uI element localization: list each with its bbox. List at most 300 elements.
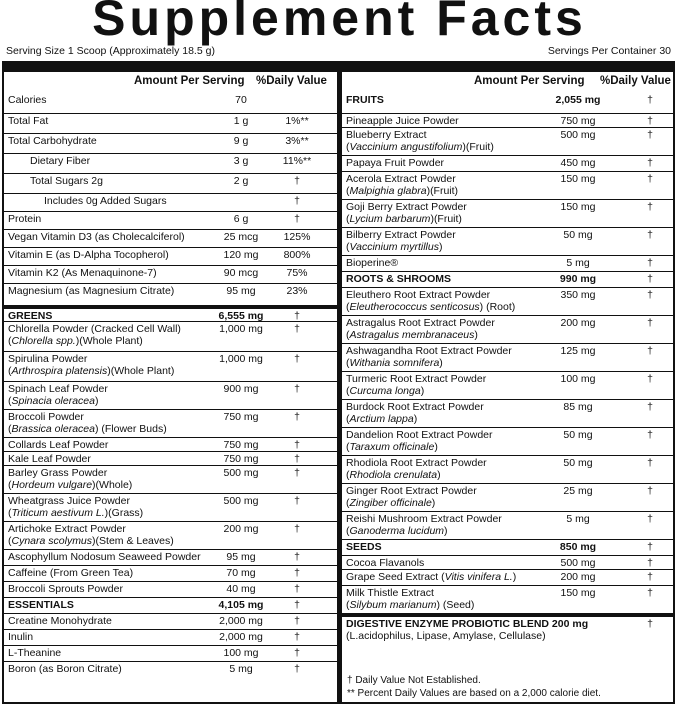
left-amount-header: Amount Per Serving xyxy=(134,75,245,87)
nutrient-name xyxy=(346,541,382,553)
amount-per-serving: 150 mg xyxy=(560,201,596,213)
amount-per-serving: 2 g xyxy=(233,175,249,187)
nutrient-row xyxy=(4,283,337,305)
nutrient-row xyxy=(4,193,337,211)
scientific-name: Cynara scolymus xyxy=(11,535,93,547)
scientific-name: Brassica oleracea xyxy=(11,423,95,435)
ingredient-label: Spirulina Powder xyxy=(8,353,88,365)
ingredient-label: Astragalus Root Extract Powder xyxy=(346,317,495,329)
nutrient-row xyxy=(342,483,673,511)
nutrient-name xyxy=(8,567,133,579)
plant-part: (Whole Plant) xyxy=(79,335,143,347)
nutrient-row xyxy=(342,371,673,399)
ingredient-label: Papaya Fruit Powder xyxy=(346,157,445,169)
right-daily-header: %Daily Value xyxy=(600,75,671,87)
plant-part: (Seed) xyxy=(439,599,475,611)
daily-value: † xyxy=(647,373,653,385)
nutrient-row xyxy=(4,113,337,133)
ingredient-label: Broccoli Powder xyxy=(8,411,84,423)
amount-per-serving: 500 mg xyxy=(223,495,259,507)
nutrient-row xyxy=(4,153,337,173)
plant-part: (Grass) xyxy=(108,507,144,519)
nutrient-name: Grape Seed Extract (Vitis vinifera L.) xyxy=(346,571,517,583)
amount-per-serving: 3 g xyxy=(233,155,249,167)
ingredient-label: Collards Leaf Powder xyxy=(8,439,109,451)
scientific-name: Vaccinium myrtillus xyxy=(349,241,439,253)
left-daily-header: %Daily Value xyxy=(256,75,327,87)
nutrient-row xyxy=(4,565,337,581)
nutrient-name xyxy=(8,267,157,279)
nutrient-name: Ashwagandha Root Extract Powder (Withania somnifera) xyxy=(346,345,512,369)
nutrient-name: Rhodiola Root Extract Powder (Rhodiola crenulata) xyxy=(346,457,487,481)
amount-per-serving: 750 mg xyxy=(223,453,259,465)
nutrient-name: Milk Thistle Extract (Silybum marianum) (Seed) xyxy=(346,587,475,611)
daily-value: † xyxy=(647,257,653,269)
nutrient-row xyxy=(342,155,673,171)
nutrient-row xyxy=(342,427,673,455)
ingredient-label: GREENS xyxy=(8,310,53,322)
daily-value: 75% xyxy=(286,267,308,279)
amount-per-serving: 50 mg xyxy=(563,229,593,241)
daily-value: † xyxy=(294,495,300,507)
ingredient-label: Caffeine (From Green Tea) xyxy=(8,567,134,579)
ingredient-label: L-Theanine xyxy=(8,647,62,659)
amount-per-serving: 5 mg xyxy=(566,513,590,525)
nutrient-row xyxy=(4,173,337,193)
nutrient-name xyxy=(346,115,459,127)
ingredient-label: Magnesium (as Magnesium Citrate) xyxy=(8,285,175,297)
right-nutrient-column xyxy=(342,93,673,703)
amount-per-serving: 125 mg xyxy=(560,345,596,357)
daily-value: † xyxy=(294,647,300,659)
nutrient-name: Bilberry Extract Powder (Vaccinium myrtillus) xyxy=(346,229,456,253)
nutrient-name xyxy=(8,115,48,127)
daily-value: † xyxy=(294,310,300,322)
nutrient-row xyxy=(342,399,673,427)
daily-value: † xyxy=(294,599,300,611)
nutrient-name: Wheatgrass Juice Powder (Triticum aestivum L.)(Grass) xyxy=(8,495,144,519)
daily-value: † xyxy=(294,567,300,579)
ingredient-label: DIGESTIVE ENZYME PROBIOTIC BLEND 200 mg xyxy=(346,618,589,630)
ingredient-label: Kale Leaf Powder xyxy=(8,453,91,465)
blend-contents: (L.acidophilus, Lipase, Amylase, Cellulase) xyxy=(346,630,546,642)
scientific-name: Zingiber officinale xyxy=(349,497,432,509)
scientific-name: Triticum aestivum L. xyxy=(11,507,105,519)
plant-part: (Fruit) xyxy=(433,213,462,225)
daily-value: † xyxy=(647,173,653,185)
amount-per-serving: 750 mg xyxy=(223,411,259,423)
nutrient-name: Spirulina Powder (Arthrospira platensis)(Whole Plant) xyxy=(8,353,175,377)
nutrient-name xyxy=(346,618,588,642)
nutrient-row xyxy=(342,555,673,569)
amount-per-serving: 750 mg xyxy=(560,115,596,127)
scientific-name: Silybum marianum xyxy=(349,599,437,611)
nutrient-row xyxy=(342,271,673,287)
plant-part: (Whole) xyxy=(95,479,133,491)
daily-value: † xyxy=(294,551,300,563)
daily-value: 3%** xyxy=(285,135,309,147)
ingredient-label: Blueberry Extract xyxy=(346,129,427,141)
amount-per-serving: 5 mg xyxy=(229,663,253,675)
amount-per-serving: 750 mg xyxy=(223,439,259,451)
nutrient-row xyxy=(342,539,673,555)
servings-per-container: Servings Per Container 30 xyxy=(547,45,671,57)
nutrient-name: Dandelion Root Extract Powder (Taraxum officinale) xyxy=(346,429,493,453)
nutrient-row xyxy=(4,661,337,677)
scientific-name: Chlorella spp. xyxy=(11,335,76,347)
amount-per-serving: 1 g xyxy=(233,115,249,127)
scientific-name: Curcuma longa xyxy=(349,385,421,397)
daily-value: † xyxy=(647,229,653,241)
ingredient-label: Artichoke Extract Powder xyxy=(8,523,126,535)
nutrient-row xyxy=(342,315,673,343)
scientific-name: Lycium barbarum xyxy=(349,213,431,225)
nutrient-name xyxy=(8,135,97,147)
amount-per-serving: 200 mg xyxy=(560,571,596,583)
ingredient-label: ROOTS & SHROOMS xyxy=(346,273,452,285)
amount-per-serving: 85 mg xyxy=(563,401,593,413)
daily-value: † xyxy=(647,157,653,169)
ingredient-label: Eleuthero Root Extract Powder xyxy=(346,289,491,301)
ingredient-label: Dietary Fiber xyxy=(30,155,91,167)
amount-per-serving: 450 mg xyxy=(560,157,596,169)
daily-value: † xyxy=(647,513,653,525)
footnote-percent: ** Percent Daily Values are based on a 2,000 calorie diet. xyxy=(347,688,601,699)
ingredient-label: Cocoa Flavanols xyxy=(346,557,425,569)
nutrient-name: Barley Grass Powder (Hordeum vulgare)(Whole) xyxy=(8,467,133,491)
daily-value: † xyxy=(647,485,653,497)
nutrient-name: Goji Berry Extract Powder (Lycium barbarum)(Fruit) xyxy=(346,201,467,225)
amount-per-serving: 1,000 mg xyxy=(219,353,263,365)
ingredient-label: Goji Berry Extract Powder xyxy=(346,201,467,213)
daily-value: † xyxy=(647,94,653,106)
amount-per-serving: 5 mg xyxy=(566,257,590,269)
ingredient-label: Creatine Monohydrate xyxy=(8,615,112,627)
nutrient-row xyxy=(4,521,337,549)
daily-value: † xyxy=(647,289,653,301)
nutrient-row xyxy=(342,113,673,127)
ingredient-label: Chlorella Powder (Cracked Cell Wall) xyxy=(8,323,181,335)
ingredient-label: Total Carbohydrate xyxy=(8,135,97,147)
daily-value: † xyxy=(647,201,653,213)
nutrient-row xyxy=(4,265,337,283)
scientific-name: Hordeum vulgare xyxy=(11,479,93,491)
amount-per-serving: 200 mg xyxy=(560,317,596,329)
amount-per-serving: 500 mg xyxy=(560,557,596,569)
amount-per-serving: 9 g xyxy=(233,135,249,147)
ingredient-label: Reishi Mushroom Extract Powder xyxy=(346,513,502,525)
ingredient-label: Vegan Vitamin D3 (as Cholecalciferol) xyxy=(8,231,185,243)
daily-value: † xyxy=(647,345,653,357)
nutrient-name xyxy=(8,647,61,659)
nutrient-name xyxy=(8,453,91,465)
nutrient-name xyxy=(346,557,424,569)
nutrient-name: Eleuthero Root Extract Powder (Eleutherococcus senticosus) (Root) xyxy=(346,289,516,313)
nutrient-name xyxy=(8,213,41,225)
amount-per-serving: 4,105 mg xyxy=(218,599,264,611)
nutrient-row xyxy=(4,321,337,351)
amount-per-serving: 2,055 mg xyxy=(555,94,601,106)
scientific-name: Taraxum officinale xyxy=(349,441,435,453)
daily-value: † xyxy=(294,523,300,535)
nutrient-name: Chlorella Powder (Cracked Cell Wall) (Chlorella spp.)(Whole Plant) xyxy=(8,323,181,347)
daily-value: † xyxy=(647,457,653,469)
amount-per-serving: 6 g xyxy=(233,213,249,225)
scientific-name: Astragalus membranaceus xyxy=(349,329,475,341)
plant-part: (Whole Plant) xyxy=(110,365,175,377)
nutrient-name xyxy=(8,663,122,675)
nutrient-row xyxy=(4,645,337,661)
daily-value: † xyxy=(647,571,653,583)
amount-per-serving: 350 mg xyxy=(560,289,596,301)
nutrient-row xyxy=(4,465,337,493)
nutrient-name xyxy=(8,94,47,106)
amount-per-serving: 40 mg xyxy=(226,583,256,595)
ingredient-label: Vitamin E (as D-Alpha Tocopherol) xyxy=(8,249,169,261)
amount-per-serving: 990 mg xyxy=(559,273,597,285)
nutrient-name xyxy=(8,439,108,451)
ingredient-label: Includes 0g Added Sugars xyxy=(44,195,167,207)
ingredient-label: Total Fat xyxy=(8,115,49,127)
nutrient-row xyxy=(4,613,337,629)
nutrient-name xyxy=(8,615,112,627)
ingredient-label: ESSENTIALS xyxy=(8,599,74,611)
daily-value: † xyxy=(294,663,300,675)
nutrient-name: Ginger Root Extract Powder (Zingiber officinale) xyxy=(346,485,477,509)
amount-per-serving: 200 mg xyxy=(223,523,259,535)
ingredient-label: Acerola Extract Powder xyxy=(346,173,456,185)
nutrient-name: Artichoke Extract Powder (Cynara scolymus)(Stem & Leaves) xyxy=(8,523,174,547)
ingredient-label: Grape Seed Extract xyxy=(346,571,439,583)
nutrient-row xyxy=(342,343,673,371)
amount-per-serving: 150 mg xyxy=(560,587,596,599)
ingredient-label: Total Sugars 2g xyxy=(30,175,103,187)
daily-value: † xyxy=(294,439,300,451)
ingredient-label: Rhodiola Root Extract Powder xyxy=(346,457,487,469)
nutrient-name xyxy=(30,155,90,167)
ingredient-label: Wheatgrass Juice Powder xyxy=(8,495,130,507)
ingredient-label: FRUITS xyxy=(346,94,384,106)
nutrient-row xyxy=(342,585,673,613)
nutrient-row xyxy=(4,305,337,321)
ingredient-label: Boron (as Boron Citrate) xyxy=(8,663,122,675)
amount-per-serving: 95 mg xyxy=(226,551,256,563)
left-nutrient-column xyxy=(4,93,337,703)
amount-per-serving: 1,000 mg xyxy=(219,323,263,335)
ingredient-label: Dandelion Root Extract Powder xyxy=(346,429,493,441)
nutrient-row xyxy=(4,409,337,437)
plant-part: (Fruit) xyxy=(465,141,494,153)
ingredient-label: Turmeric Root Extract Powder xyxy=(346,373,487,385)
amount-per-serving: 100 mg xyxy=(560,373,596,385)
nutrient-name xyxy=(8,551,201,563)
amount-per-serving: 850 mg xyxy=(559,541,597,553)
nutrient-row xyxy=(4,629,337,645)
right-amount-header: Amount Per Serving xyxy=(474,75,585,87)
nutrient-row xyxy=(4,549,337,565)
daily-value: † xyxy=(647,587,653,599)
nutrient-name xyxy=(346,94,384,106)
amount-per-serving: 90 mcg xyxy=(223,267,259,279)
amount-per-serving: 70 xyxy=(235,94,247,106)
ingredient-label: Broccoli Sprouts Powder xyxy=(8,583,123,595)
daily-value: † xyxy=(294,467,300,479)
ingredient-label: Vitamin K2 (As Menaquinone-7) xyxy=(8,267,157,279)
nutrient-row xyxy=(342,569,673,585)
nutrient-row xyxy=(4,597,337,613)
amount-per-serving: 50 mg xyxy=(563,429,593,441)
nutrient-row xyxy=(4,581,337,597)
facts-panel xyxy=(2,61,675,704)
amount-per-serving: 150 mg xyxy=(560,173,596,185)
amount-per-serving: 25 mcg xyxy=(223,231,259,243)
serving-size: Serving Size 1 Scoop (Approximately 18.5 g) xyxy=(6,45,215,57)
scientific-name: Vitis vinifera L. xyxy=(444,571,513,583)
daily-value: † xyxy=(647,317,653,329)
ingredient-label: Spinach Leaf Powder xyxy=(8,383,108,395)
footnote-dagger: † Daily Value Not Established. xyxy=(347,675,481,686)
daily-value: † xyxy=(294,631,300,643)
nutrient-name xyxy=(44,195,167,207)
nutrient-row xyxy=(342,227,673,255)
daily-value: † xyxy=(647,618,653,630)
scientific-name: Ganoderma lucidum xyxy=(349,525,445,537)
nutrient-name: Reishi Mushroom Extract Powder (Ganoderma lucidum) xyxy=(346,513,502,537)
plant-part: (Root) xyxy=(483,301,516,313)
amount-per-serving: 2,000 mg xyxy=(219,631,263,643)
daily-value: † xyxy=(294,411,300,423)
ingredient-label: Calories xyxy=(8,94,47,106)
scientific-name: Arctium lappa xyxy=(349,413,414,425)
daily-value: † xyxy=(647,557,653,569)
amount-per-serving: 100 mg xyxy=(223,647,259,659)
scientific-name: Arthrospira platensis xyxy=(11,365,108,377)
nutrient-row xyxy=(342,93,673,113)
nutrient-name xyxy=(346,257,398,269)
amount-per-serving: 900 mg xyxy=(223,383,259,395)
nutrient-row xyxy=(4,493,337,521)
nutrient-name: Blueberry Extract (Vaccinium angustifolium)(Fruit) xyxy=(346,129,494,153)
nutrient-name xyxy=(346,273,451,285)
daily-value: † xyxy=(294,583,300,595)
nutrient-row xyxy=(4,211,337,229)
daily-value: 1%** xyxy=(285,115,309,127)
nutrient-name: Turmeric Root Extract Powder (Curcuma longa) xyxy=(346,373,487,397)
amount-per-serving: 6,555 mg xyxy=(218,310,264,322)
nutrient-name: Acerola Extract Powder (Malpighia glabra)(Fruit) xyxy=(346,173,459,197)
daily-value: † xyxy=(647,129,653,141)
nutrient-row xyxy=(4,437,337,451)
amount-per-serving: 25 mg xyxy=(563,485,593,497)
daily-value: † xyxy=(294,383,300,395)
nutrient-row xyxy=(342,511,673,539)
ingredient-label: Protein xyxy=(8,213,42,225)
ingredient-label: SEEDS xyxy=(346,541,382,553)
daily-value: 125% xyxy=(283,231,311,243)
daily-value: † xyxy=(647,541,653,553)
daily-value: 11%** xyxy=(282,155,312,167)
daily-value: 800% xyxy=(283,249,311,261)
daily-value: 23% xyxy=(286,285,308,297)
daily-value: † xyxy=(294,323,300,335)
daily-value: † xyxy=(294,175,300,187)
nutrient-row xyxy=(4,133,337,153)
daily-value: † xyxy=(647,429,653,441)
daily-value: † xyxy=(647,273,653,285)
scientific-name: Vaccinium angustifolium xyxy=(349,141,463,153)
nutrient-row xyxy=(342,199,673,227)
ingredient-label: Ashwagandha Root Extract Powder xyxy=(346,345,512,357)
scientific-name: Rhodiola crenulata xyxy=(349,469,438,481)
nutrient-row xyxy=(4,451,337,465)
page-title: Supplement Facts xyxy=(92,0,587,46)
amount-per-serving: 70 mg xyxy=(226,567,256,579)
nutrient-row xyxy=(4,93,337,113)
daily-value: † xyxy=(294,213,300,225)
nutrient-name: Burdock Root Extract Powder (Arctium lappa) xyxy=(346,401,484,425)
nutrient-name xyxy=(30,175,103,187)
nutrient-name xyxy=(8,231,185,243)
nutrient-row xyxy=(342,255,673,271)
nutrient-row xyxy=(4,351,337,381)
ingredient-label: Bioperine® xyxy=(346,257,399,269)
scientific-name: Eleutherococcus senticosus xyxy=(349,301,480,313)
nutrient-name xyxy=(8,285,174,297)
ingredient-label: Barley Grass Powder xyxy=(8,467,108,479)
ingredient-label: Ginger Root Extract Powder xyxy=(346,485,477,497)
nutrient-name xyxy=(8,583,123,595)
plant-part: (Stem & Leaves) xyxy=(95,535,174,547)
daily-value: † xyxy=(294,453,300,465)
amount-per-serving: 120 mg xyxy=(223,249,259,261)
ingredient-label: Burdock Root Extract Powder xyxy=(346,401,484,413)
ingredient-label: Pineapple Juice Powder xyxy=(346,115,459,127)
nutrient-name xyxy=(346,157,444,169)
nutrient-row xyxy=(4,247,337,265)
nutrient-name xyxy=(8,249,169,261)
amount-per-serving: 500 mg xyxy=(560,129,596,141)
plant-part: (Fruit) xyxy=(430,185,459,197)
nutrient-row xyxy=(342,613,673,645)
nutrient-row xyxy=(342,455,673,483)
amount-per-serving: 500 mg xyxy=(223,467,259,479)
nutrient-name: Spinach Leaf Powder (Spinacia oleracea) xyxy=(8,383,108,407)
scientific-name: Malpighia glabra xyxy=(349,185,427,197)
nutrient-row xyxy=(342,127,673,155)
amount-per-serving: 95 mg xyxy=(226,285,256,297)
daily-value: † xyxy=(294,615,300,627)
plant-part: (Flower Buds) xyxy=(98,423,167,435)
nutrient-name xyxy=(8,599,74,611)
daily-value: † xyxy=(647,115,653,127)
ingredient-label: Bilberry Extract Powder xyxy=(346,229,456,241)
nutrient-row xyxy=(4,381,337,409)
nutrient-row xyxy=(342,287,673,315)
ingredient-label: Inulin xyxy=(8,631,34,643)
ingredient-label: Ascophyllum Nodosum Seaweed Powder xyxy=(8,551,201,563)
nutrient-name: Broccoli Powder (Brassica oleracea) (Flower Buds) xyxy=(8,411,167,435)
amount-per-serving: 2,000 mg xyxy=(219,615,263,627)
nutrient-row xyxy=(342,171,673,199)
scientific-name: Withania somnifera xyxy=(349,357,440,369)
nutrient-name xyxy=(8,631,33,643)
scientific-name: Spinacia oleracea xyxy=(11,395,95,407)
ingredient-label: Milk Thistle Extract xyxy=(346,587,434,599)
nutrient-name: Astragalus Root Extract Powder (Astragalus membranaceus) xyxy=(346,317,495,341)
daily-value: † xyxy=(647,401,653,413)
amount-per-serving: 50 mg xyxy=(563,457,593,469)
nutrient-row xyxy=(4,229,337,247)
